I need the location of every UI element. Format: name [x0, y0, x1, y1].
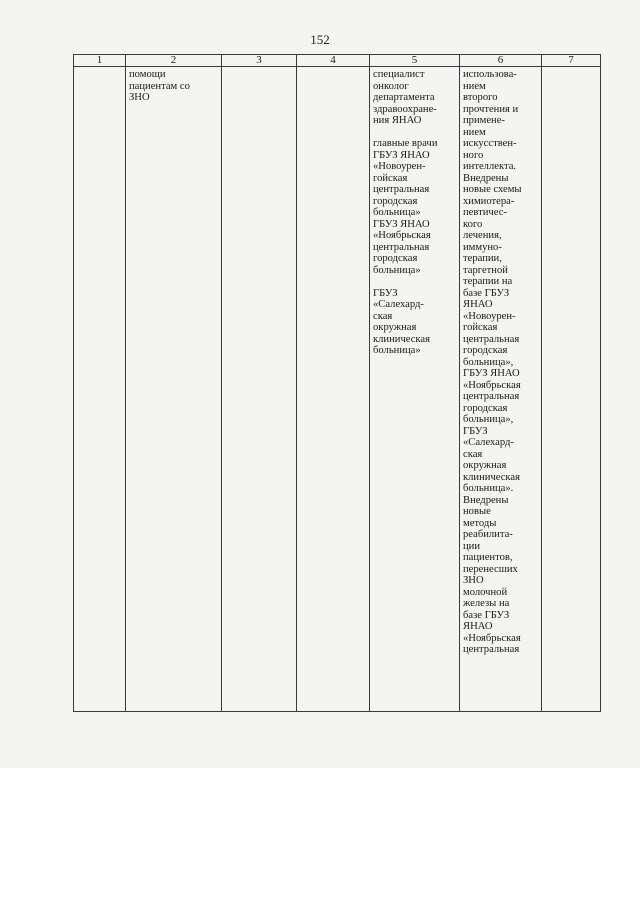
cell-text: иммуно-: [463, 241, 502, 253]
cell-text: пациентов,: [463, 552, 513, 563]
cell-text: ного: [463, 149, 484, 161]
cell-text: второго: [463, 92, 498, 103]
header-row: [74, 55, 601, 67]
cell-text: «Салехард-: [373, 299, 424, 310]
cell-text: «Салехард-: [463, 437, 514, 448]
col-header: 2: [126, 55, 222, 67]
cell-text: химиотера-: [463, 195, 515, 207]
cell-text: певтичес-: [463, 207, 507, 218]
cell-text: ГБУЗ ЯНАО: [373, 149, 430, 161]
cell-text: «Ноябрьская: [463, 632, 521, 644]
cell-text: перенесших: [463, 563, 518, 575]
cell-text: центральная: [463, 391, 520, 402]
cell-text: ния ЯНАО: [373, 115, 422, 126]
cell-text: ГБУЗ ЯНАО: [373, 218, 430, 230]
cell-text: «Новоурен-: [463, 310, 516, 322]
cell-text: ЯНАО: [463, 299, 493, 310]
cell-text: больница».: [463, 483, 514, 494]
cell-col6: [460, 67, 542, 712]
col-header: 1: [74, 55, 126, 67]
cell-text: нием: [463, 80, 486, 92]
cell-text: онколог: [373, 80, 409, 92]
cell-text: больница»,: [463, 356, 514, 368]
cell-col1: [74, 67, 126, 712]
cell-text: «Новоурен-: [373, 161, 426, 172]
cell-text: интеллекта.: [463, 161, 517, 172]
cell-text: центральная: [373, 241, 430, 253]
cell-text: лечения,: [463, 230, 502, 241]
cell-text: реабилита-: [463, 529, 513, 540]
col-header: 6: [460, 55, 542, 67]
cell-text: железы на: [463, 598, 510, 609]
cell-text: специалист: [373, 69, 425, 80]
cell-text: искусствен-: [463, 138, 517, 149]
cell-text: нием: [463, 126, 486, 138]
table-row: [74, 67, 601, 712]
cell-text: больница»: [373, 207, 421, 218]
cell-text: ская: [373, 310, 393, 322]
cell-col4: [297, 67, 370, 712]
cell-text: центральная: [373, 184, 430, 195]
cell-text: новые: [463, 506, 491, 517]
cell-text: ЯНАО: [463, 621, 493, 632]
cell-text: ГБУЗ: [463, 425, 488, 437]
cell-text: клиническая: [463, 471, 520, 483]
cell-text: ции: [463, 540, 481, 552]
cell-text: прочтения и: [463, 103, 519, 115]
cell-text: главные врачи: [373, 138, 438, 149]
cell-text: помощи: [129, 69, 166, 80]
cell-text: окружная: [373, 322, 417, 333]
page-number: 152: [310, 32, 330, 47]
cell-text: департамента: [373, 92, 435, 103]
cell-text: окружная: [463, 460, 507, 471]
cell-text: использова-: [463, 69, 517, 80]
col-header: 7: [542, 55, 601, 67]
cell-text: ская: [463, 448, 483, 460]
cell-text: Внедрены: [463, 494, 509, 506]
cell-text: клиническая: [373, 333, 430, 345]
cell-text: примене-: [463, 115, 505, 126]
cell-text: городская: [373, 195, 418, 207]
cell-text: «Ноябрьская: [463, 379, 521, 391]
cell-text: больница»: [373, 264, 421, 276]
cell-text: ГБУЗ ЯНАО: [463, 368, 520, 379]
cell-col2: [126, 67, 222, 712]
cell-text: «Ноябрьская: [373, 230, 431, 241]
cell-text: здравоохране-: [373, 103, 437, 115]
cell-text: ГБУЗ: [373, 287, 398, 299]
col-header: 5: [370, 55, 460, 67]
cell-text: молочной: [463, 586, 508, 598]
page-margin: [0, 768, 640, 905]
cell-col7: [542, 67, 601, 712]
cell-text: городская: [463, 402, 508, 414]
cell-text: терапии,: [463, 253, 502, 264]
cell-col3: [222, 67, 297, 712]
col-header: 4: [297, 55, 370, 67]
cell-col5: [370, 67, 460, 712]
cell-text: новые схемы: [463, 184, 522, 195]
cell-text: Внедрены: [463, 172, 509, 184]
cell-text: центральная: [463, 333, 520, 345]
cell-text: пациентам со: [129, 80, 190, 92]
cell-text: больница»,: [463, 414, 514, 425]
cell-text: базе ГБУЗ: [463, 609, 510, 621]
cell-text: ЗНО: [463, 575, 484, 586]
cell-text: центральная: [463, 644, 520, 655]
paragraph-gap: [373, 276, 456, 288]
cell-text: городская: [373, 253, 418, 264]
data-table: [73, 54, 601, 712]
cell-text: базе ГБУЗ: [463, 287, 510, 299]
cell-text: таргетной: [463, 264, 508, 276]
cell-text: терапии на: [463, 276, 513, 287]
cell-text: городская: [463, 345, 508, 356]
cell-text: гойская: [373, 172, 408, 184]
cell-text: кого: [463, 218, 483, 230]
cell-text: методы: [463, 517, 497, 529]
col-header: 3: [222, 55, 297, 67]
cell-text: больница»: [373, 345, 421, 356]
cell-text: гойская: [463, 322, 498, 333]
paragraph-gap: [373, 127, 456, 139]
cell-text: ЗНО: [129, 92, 150, 103]
